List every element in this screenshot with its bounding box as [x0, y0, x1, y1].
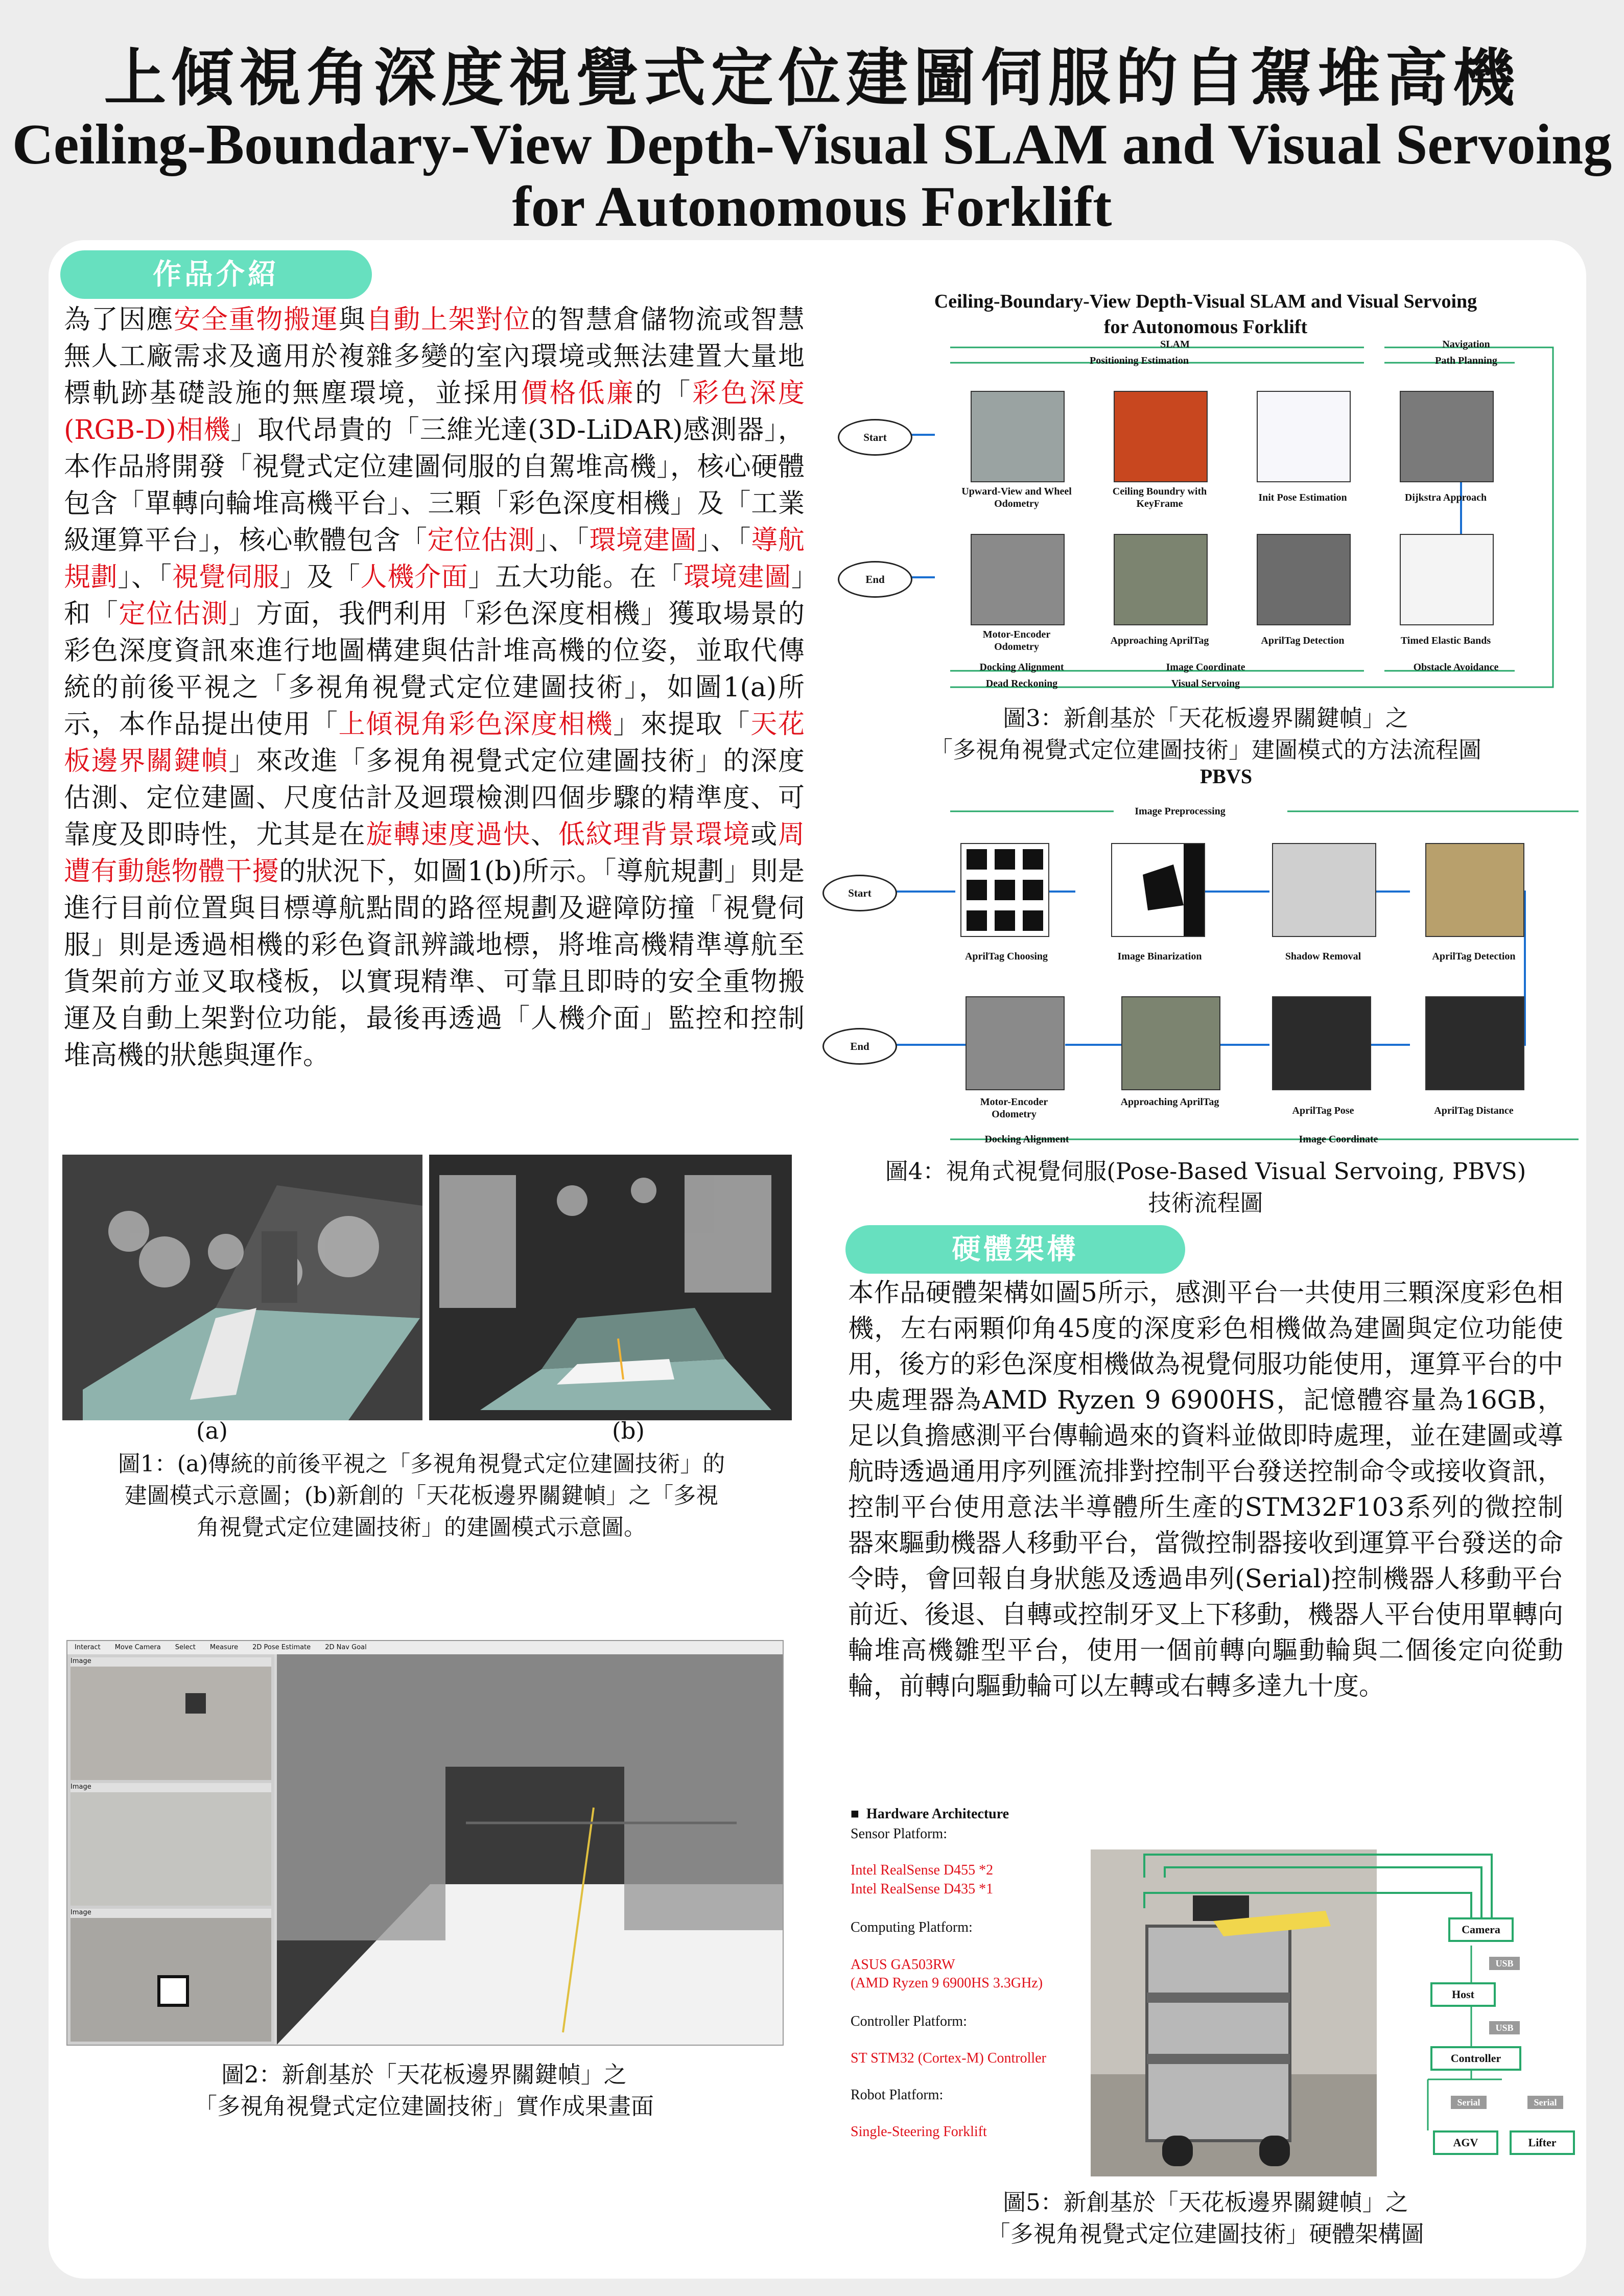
fig3-thumb-approaching [1114, 534, 1208, 625]
fig4-docking: Docking Alignment [984, 1134, 1069, 1145]
fig3-slam: SLAM [1160, 339, 1190, 350]
fig3-thumb-detection [1257, 534, 1351, 625]
fig5-caption-line2: 「多視角視覺式定位建圖技術」硬體架構圖 [987, 2220, 1424, 2247]
fig3-start: Start [838, 419, 912, 456]
fig4-row1-3: AprilTag Detection [1432, 951, 1516, 962]
fig3-thumb-dijkstra [1400, 391, 1494, 482]
fig1-label-b: (b) [612, 1417, 645, 1444]
intro-highlight: 價格低廉 [521, 378, 636, 409]
fig5-computing-label: Computing Platform: [851, 1919, 973, 1935]
fig3-row2-2: AprilTag Detection [1261, 635, 1345, 646]
intro-highlight: 安全重物搬運 [174, 304, 339, 335]
fig4-caption-line1: 圖4：視角式視覺伺服(Pose-Based Visual Servoing, PBVS) [885, 1158, 1526, 1185]
fig5-camera-box: Camera [1448, 1917, 1514, 1942]
fig5-usb-2: USB [1489, 2021, 1520, 2034]
intro-segment: 的智慧倉儲物流或智慧無人工廠需求及適用於複雜多變的室內環境或無法建置大量地標軌跡基礎設施的無塵環境，並採用 [64, 304, 805, 409]
intro-segment: 」方面，我們利用「彩色深度相機」獲取場景的彩色深度資訊來進行地圖構建與估計堆高機的位姿，並取代傳統的前後平視之「多視角視覺式定位建圖技術」，如圖1(a)所示，本作品提出使用「 [64, 599, 805, 740]
fig3-row2-0: Motor-Encoder Odometry [982, 629, 1051, 652]
fig5-heading: ■ Hardware Architecture [851, 1806, 1009, 1822]
hardware-heading: 硬體架構 [845, 1225, 1185, 1274]
intro-highlight: 定位估測 [119, 599, 229, 629]
fig3-positioning: Positioning Estimation [1090, 355, 1189, 366]
fig3-title-line1: Ceiling-Boundary-View Depth-Visual SLAM and Visual Servoing [934, 291, 1477, 312]
fig3-navigation: Navigation [1442, 339, 1490, 350]
fig3-row1-0: Upward-View and Wheel Odometry [961, 486, 1072, 509]
fig3-path-planning: Path Planning [1435, 355, 1497, 366]
intro-highlight: 環境建圖 [684, 562, 791, 593]
fig2-3d-map [277, 1654, 783, 2045]
fig3-thumb-teb [1400, 534, 1494, 625]
title-zh: 上傾視角深度視覺式定位建圖伺服的自駕堆高機 [104, 42, 1520, 114]
fig5-sensor-2: Intel RealSense D435 *1 [851, 1881, 994, 1897]
fig5-usb-1: USB [1489, 1957, 1520, 1970]
fig4-start: Start [822, 875, 897, 911]
intro-highlight: 低紋理背景環境 [558, 819, 751, 850]
fig3-thumb-ceiling [1114, 391, 1208, 482]
intro-heading: 作品介紹 [60, 250, 372, 299]
fig5-computing-2: (AMD Ryzen 9 6900HS 3.3GHz) [851, 1975, 1043, 1991]
fig3-row2-3: Timed Elastic Bands [1400, 635, 1491, 646]
fig3-row1-2: Init Pose Estimation [1258, 492, 1347, 503]
fig2-image-panels [67, 1654, 274, 2045]
fig3-visual-servoing: Visual Servoing [1171, 678, 1240, 689]
fig3-row1-3: Dijkstra Approach [1404, 492, 1487, 503]
fig4-row1-2: Shadow Removal [1285, 951, 1361, 962]
fig2-panel-label: Image [70, 1783, 271, 1792]
fig3-thumb-init-pose [1257, 391, 1351, 482]
fig3-caption-line2: 「多視角視覺式定位建圖技術」建圖模式的方法流程圖 [929, 736, 1481, 763]
fig5-lifter-box: Lifter [1510, 2130, 1575, 2155]
fig5-agv-box: AGV [1433, 2130, 1498, 2155]
fig3-thumb-odometry [971, 391, 1065, 482]
fig2-screenshot [66, 1640, 784, 2046]
intro-segment: 或 [750, 819, 778, 850]
intro-highlight: 彩色深度(RGB-D)相機 [64, 378, 805, 446]
fig5-sensor-label: Sensor Platform: [851, 1826, 947, 1842]
fig5-sensor-1: Intel RealSense D455 *2 [851, 1862, 994, 1878]
fig4-row2-3: AprilTag Distance [1434, 1105, 1514, 1116]
fig2-apriltag [185, 1693, 206, 1714]
intro-highlight: 定位估測 [427, 525, 535, 556]
intro-segment: 與 [338, 304, 366, 335]
intro-text [64, 301, 805, 1074]
title-en [0, 113, 1624, 238]
fig1a-image [62, 1155, 422, 1420]
fig2-image-panel-2 [70, 1783, 271, 1906]
intro-highlight: 視覺伺服 [172, 562, 280, 593]
intro-highlight: 環境建圖 [589, 525, 697, 556]
title-en-line2: for Autonomous Forklift [512, 175, 1112, 239]
fig4-caption-line2: 技術流程圖 [1148, 1189, 1263, 1216]
intro-highlight: 上傾視角彩色深度相機 [338, 709, 614, 740]
fig2-toolbar-item: Move Camera [114, 1644, 161, 1651]
fig4-thumb-distance [1425, 996, 1524, 1090]
fig4-row1-0: AprilTag Choosing [964, 951, 1048, 962]
intro-highlight: 自動上架對位 [366, 304, 531, 335]
fig5-caption-line1: 圖5：新創基於「天花板邊界關鍵幀」之 [1003, 2189, 1408, 2216]
fig2-toolbar-item: Interact [75, 1644, 101, 1651]
title-en-line1: Ceiling-Boundary-View Depth-Visual SLAM and Visual Servoing [12, 113, 1612, 176]
fig4-thumb-detection [1425, 843, 1524, 937]
fig4-thumb-pose [1272, 996, 1371, 1090]
fig5-serial-1: Serial [1451, 2096, 1487, 2109]
fig3-image-coordinate: Image Coordinate [1166, 662, 1245, 673]
fig2-toolbar-item: 2D Nav Goal [325, 1644, 367, 1651]
fig3-row1-1: Ceiling Boundry with KeyFrame [1112, 486, 1207, 509]
intro-segment: 的狀況下，如圖1(b)所示。「導航規劃」則是進行目前位置與目標導航點間的路徑規劃及避障防撞「視覺伺服」則是透過相機的彩色資訊辨識地標，將堆高機精準導航至貨架前方並叉取棧板，以實現精準、可靠且即時的安全重物搬運及自動上架對位功能，最後再透過「人機介面」監控和控制堆高機的狀態與運作。 [64, 856, 805, 1071]
fig5-serial-2: Serial [1527, 2096, 1563, 2109]
fig1-label-a: (a) [196, 1417, 228, 1444]
intro-segment: 」來提取「 [613, 709, 751, 740]
intro-segment: 、 [531, 819, 558, 850]
fig5-controller-1: ST STM32 (Cortex-M) Controller [851, 2050, 1046, 2066]
fig3-title [838, 289, 1573, 340]
fig4-row2-0: Motor-Encoder Odometry [980, 1096, 1048, 1120]
fig3-end: End [838, 561, 912, 598]
intro-segment: 」、「 [697, 525, 751, 556]
intro-segment: 」來改進「多視角視覺式定位建圖技術」的深度估測、定位建圖、尺度估計及迴環檢測四個步驟的精準度、可靠度及即時性，尤其是在 [64, 746, 805, 850]
fig5-computing-1: ASUS GA503RW [851, 1957, 955, 1973]
fig1-caption: 圖1：(a)傳統的前後平視之「多視角視覺式定位建圖技術」的建圖模式示意圖；(b)新創的「天花板邊界關鍵幀」之「多視角視覺式定位建圖技術」的建圖模式示意圖。 [117, 1451, 725, 1540]
fig3-thumb-motor [971, 534, 1065, 625]
fig4-thumb-shadow [1272, 843, 1376, 937]
fig4-thumb-motor [966, 996, 1065, 1090]
intro-highlight: 旋轉速度過快 [366, 819, 531, 850]
intro-segment: 」、「 [535, 525, 590, 556]
fig5-controller-box: Controller [1430, 2046, 1521, 2071]
fig2-image-panel-3 [70, 1909, 271, 2042]
intro-segment: 」取代昂貴的「三維光達(3D-LiDAR)感測器」，本作品將開發「視覺式定位建圖伺服的自駕堆高機」，核心硬體包含「單轉向輪堆高機平台」、三顆「彩色深度相機」及「工業級運算平台」，核心軟體包含「 [64, 415, 805, 556]
intro-segment: 」及「 [279, 562, 361, 593]
fig3-docking: Docking Alignment [979, 662, 1064, 673]
fig4-end: End [822, 1028, 897, 1065]
fig3-row2-1: Approaching AprilTag [1110, 635, 1209, 646]
intro-segment: 」五大功能。在「 [468, 562, 684, 593]
fig5-heading-text: Hardware Architecture [866, 1806, 1009, 1822]
fig2-toolbar-item: 2D Pose Estimate [252, 1644, 311, 1651]
fig4-row1-1: Image Binarization [1117, 951, 1202, 962]
fig2-caption-line2: 「多視角視覺式定位建圖技術」實作成果畫面 [194, 2093, 654, 2120]
fig2-toolbar-item: Select [175, 1644, 196, 1651]
intro-segment: 為了因應 [64, 304, 174, 335]
fig5-host-box: Host [1430, 1982, 1496, 2007]
intro-segment: 」和「 [64, 562, 805, 629]
fig4-caption [838, 1156, 1573, 1219]
fig3-obstacle: Obstacle Avoidance [1413, 662, 1499, 673]
fig2-panel-label: Image [70, 1657, 271, 1667]
intro-highlight: 人機介面 [360, 562, 468, 593]
intro-highlight: 周遭有動態物體干擾 [64, 819, 805, 887]
fig5-robot-1: Single-Steering Forklift [851, 2124, 987, 2140]
intro-segment: 的「 [635, 378, 693, 409]
fig5-robot-label: Robot Platform: [851, 2087, 944, 2103]
intro-segment: 」、「 [117, 562, 172, 593]
fig4-row2-2: AprilTag Pose [1292, 1105, 1354, 1116]
hardware-text: 本作品硬體架構如圖5所示，感測平台一共使用三顆深度彩色相機，左右兩顆仰角45度的深度彩色相機做為建圖與定位功能使用，後方的彩色深度相機做為視覺伺服功能使用，運算平台的中央處理器為AMD Ryzen 9 6900HS，記憶體容量為16GB，足以負擔感測平台傳輸過來的資料並做即時處理，並在建圖或導航時透過通用序列匯流排對控制平台發送控制命令或接收資訊，控制平台使用意法半導體所生產的STM32F103系列的微控制器來驅動機器人移動平台，當微控制器接收到運算平台發送的命令時，會回報自身狀態及透過串列(Serial)控制機器人移動平台前近、後退、自轉或控制牙叉上下移動，機器人平台使用單轉向輪堆高機雛型平台，使用一個前轉向驅動輪與二個後定向從動輪，前轉向驅動輪可以左轉或右轉多達九十度。 [848, 1278, 1563, 1701]
fig3-caption [838, 702, 1573, 766]
fig3-dead-reckoning: Dead Reckoning [985, 678, 1058, 689]
fig4-row2-1: Approaching AprilTag [1120, 1096, 1219, 1108]
fig4-image-coordinate: Image Coordinate [1299, 1134, 1378, 1145]
fig4-thumb-approaching [1121, 996, 1220, 1090]
fig2-image-panel-1 [70, 1657, 271, 1780]
fig2-caption-line1: 圖2：新創基於「天花板邊界關鍵幀」之 [221, 2061, 627, 2088]
fig4-preprocessing: Image Preprocessing [1135, 806, 1226, 817]
fig5-controller-label: Controller Platform: [851, 2013, 967, 2029]
fig2-panel-label: Image [70, 1909, 271, 1918]
fig1b-image [429, 1155, 792, 1420]
fig4-title: PBVS [1199, 765, 1253, 788]
fig2-toolbar-item: Measure [209, 1644, 239, 1651]
intro-highlight: 天花板邊界關鍵幀 [64, 709, 805, 777]
fig2-toolbar-items [67, 1644, 374, 1651]
fig4-thumb-choosing [960, 843, 1049, 937]
fig5-caption [848, 2187, 1563, 2250]
fig2-caption [92, 2059, 756, 2122]
intro-highlight: 導航規劃 [64, 525, 805, 593]
fig3-caption-line1: 圖3：新創基於「天花板邊界關鍵幀」之 [1003, 705, 1408, 732]
fig3-title-line2: for Autonomous Forklift [1103, 316, 1308, 338]
fig2-apriltag [157, 1975, 189, 2007]
fig2-toolbar [67, 1641, 783, 1654]
fig4-thumb-binarization [1111, 843, 1205, 937]
